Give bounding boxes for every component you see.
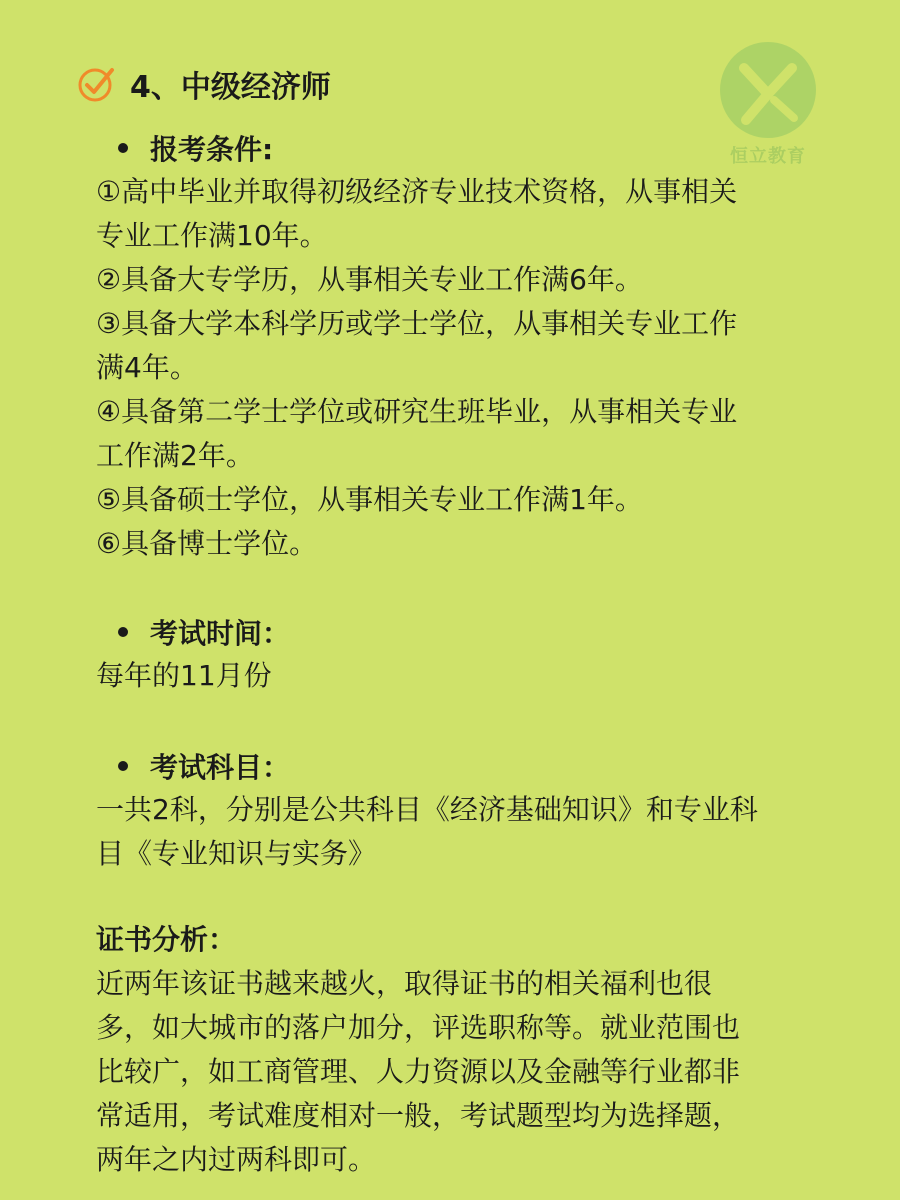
section-body — [96, 788, 876, 876]
section-heading-text: 报考条件: — [150, 133, 274, 166]
section-body — [96, 962, 876, 1182]
title-row — [76, 60, 331, 108]
section-heading-text: 考试科目： — [150, 751, 291, 784]
text-line: 常适用，考试难度相对一般，考试题型均为选择题， — [96, 1099, 741, 1132]
section-heading — [118, 126, 876, 170]
text-line: ②具备大专学历，从事相关专业工作满6年。 — [96, 263, 643, 296]
text-line: 近两年该证书越来越火，取得证书的相关福利也很 — [96, 967, 713, 1000]
text-line: ⑥具备博士学位。 — [96, 527, 318, 560]
analysis-heading: 证书分析： — [96, 923, 237, 956]
text-line: ③具备大学本科学历或学士学位，从事相关专业工作 — [96, 307, 738, 340]
text-line: ⑤具备硕士学位，从事相关专业工作满1年。 — [96, 483, 643, 516]
section-eligibility — [96, 126, 876, 566]
section-heading — [118, 610, 876, 654]
bullet-icon — [118, 761, 128, 771]
text-line: 满4年。 — [96, 351, 198, 384]
section-exam-time — [96, 610, 876, 698]
section-heading — [118, 744, 876, 788]
section-exam-subjects — [96, 744, 876, 876]
text-line: 专业工作满10年。 — [96, 219, 328, 252]
text-line: ④具备第二学士学位或研究生班毕业，从事相关专业 — [96, 395, 738, 428]
text-line: 多，如大城市的落户加分，评选职称等。就业范围也 — [96, 1011, 741, 1044]
text-line: 比较广，如工商管理、人力资源以及金融等行业都非 — [96, 1055, 741, 1088]
text-line: 每年的11月份 — [96, 659, 272, 692]
section-heading-text: 考试时间： — [150, 617, 291, 650]
text-line: 工作满2年。 — [96, 439, 254, 472]
checkmark-circle-icon — [76, 64, 116, 104]
text-line: ①高中毕业并取得初级经济专业技术资格，从事相关 — [96, 175, 738, 208]
text-line: 一共2科，分别是公共科目《经济基础知识》和专业科 — [96, 793, 758, 826]
section-analysis — [96, 918, 876, 1182]
text-line: 两年之内过两科即可。 — [96, 1143, 377, 1176]
page-title: 4、中级经济师 — [130, 70, 331, 105]
watermark-text: 恒立教育 — [730, 146, 806, 167]
bullet-icon — [118, 627, 128, 637]
section-body — [96, 654, 876, 698]
section-body — [96, 170, 876, 566]
bullet-icon — [118, 143, 128, 153]
text-line: 目《专业知识与实务》 — [96, 837, 377, 870]
